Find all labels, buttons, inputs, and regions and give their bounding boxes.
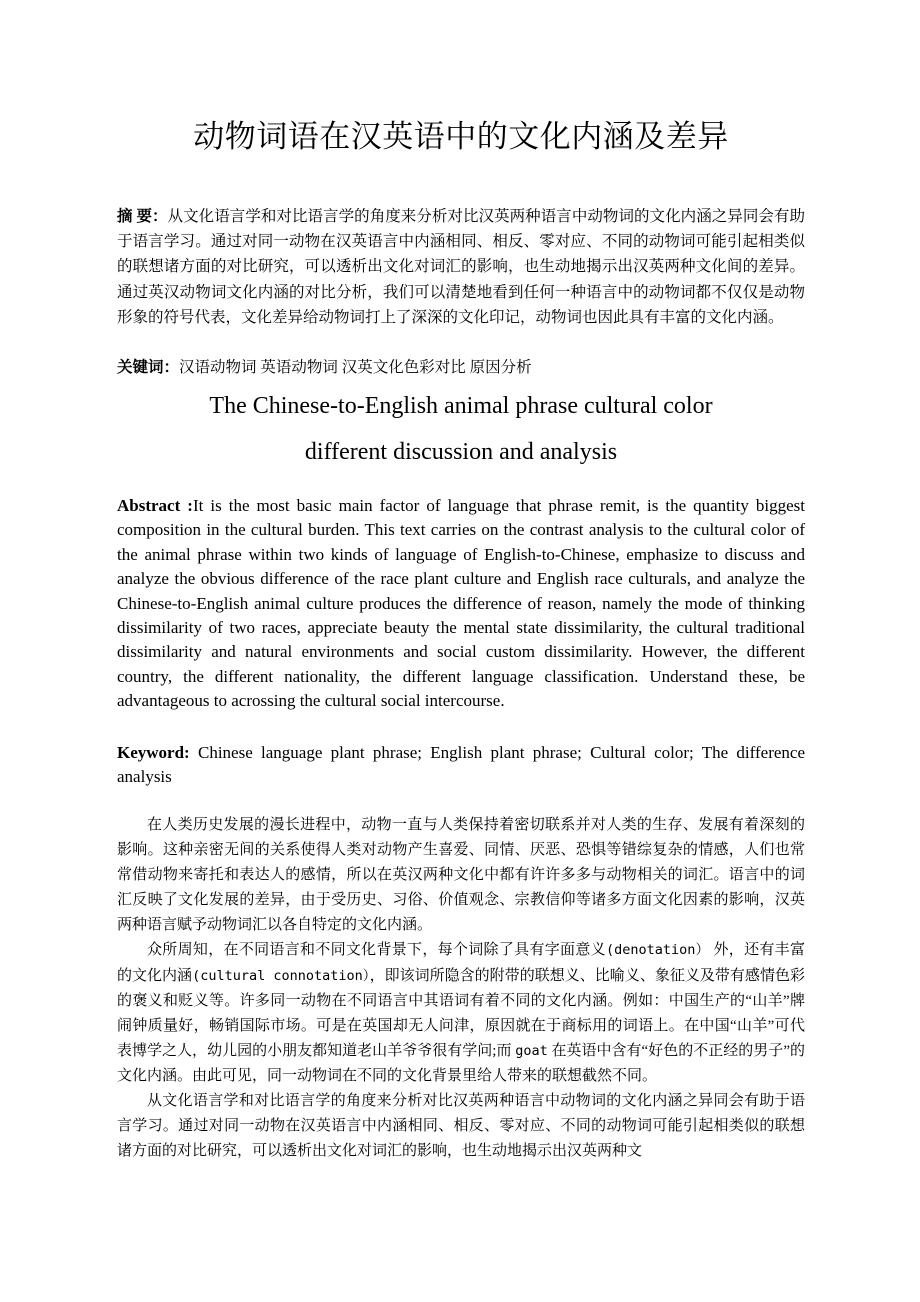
chinese-keywords-section [117, 355, 805, 380]
body-paragraph-2-text-2: 外，还有丰富的文化内涵 [117, 942, 805, 984]
chinese-abstract-text: 从文化语言学和对比语言学的角度来分析对比汉英两种语言中动物词的文化内涵之异同会有助于语言学习。通过对同一动物在汉英语言中内涵相同、相反、零对应、不同的动物词可能引起相类似的联想诸方面的对比研究，可以透析出文化对词汇的影响，也生动地揭示出汉英两种文化间的差异。通过英汉动物词文化内涵的对比分析，我们可以清楚地看到任何一种语言中的动物词都不仅仅是动物形象的符号代表，文化差异给动物词打上了深深的文化印记，动物词也因此具有丰富的文化内涵。 [117, 208, 805, 326]
body-paragraph-2-text-4: 在英语中含有“好色的不正经的男子”的文化内涵。由此可见，同一动物词在不同的文化背景里给人带来的联想截然不同。 [117, 1042, 805, 1084]
english-keywords-section [117, 741, 805, 790]
body-paragraph-3: 从文化语言学和对比语言学的角度来分析对比汉英两种语言中动物词的文化内涵之异同会有助于语言学习。通过对同一动物在汉英语言中内涵相同、相反、零对应、不同的动物词可能引起相类似的联想诸方面的对比研究，可以透析出文化对词汇的影响，也生动地揭示出汉英两种文 [117, 1093, 805, 1160]
english-abstract-paragraph [117, 494, 805, 714]
english-title-line-2: different discussion and analysis [304, 439, 618, 465]
term-denotation: (denotation） [605, 942, 710, 959]
body-paragraph-2-text-3: ，即该词所隐含的附带的联想义、比喻义、象征义及带有感情色彩的褒义和贬义等。许多同一动物在不同语言中其语词有着不同的文化内涵。例如：中国生产的“山羊”牌闹钟质量好，畅销国际市场。可是在英国却无人问津，原因就在于商标用的词语上。在中国“山羊”可代表博学之人，幼儿园的小朋友都知道老山羊爷爷很有学问;而 [117, 967, 805, 1059]
body-paragraph-2 [117, 938, 805, 1089]
chinese-keywords-text: 汉语动物词 英语动物词 汉英文化色彩对比 原因分析 [179, 359, 532, 376]
body-section [117, 813, 805, 1164]
english-keywords-text: Chinese language plant phrase; English plant phrase; Cultural color; The difference analysis [117, 743, 805, 787]
chinese-abstract-label: 摘 要： [117, 208, 168, 225]
english-title-line-1: The Chinese-to-English animal phrase cultural color [209, 393, 713, 419]
english-title [117, 383, 805, 475]
english-keywords-label: Keyword: [117, 743, 190, 762]
chinese-keywords-label: 关键词： [117, 359, 180, 376]
body-paragraph-1: 在人类历史发展的漫长进程中，动物一直与人类保持着密切联系并对人类的生存、发展有着深刻的影响。这种亲密无间的关系使得人类对动物产生喜爱、同情、厌恶、恐惧等错综复杂的情感，人们也常常借动物来寄托和表达人的感情，所以在英汉两种文化中都有许许多多与动物相关的词汇。语言中的词汇反映了文化发展的差异，由于受历史、习俗、价值观念、宗教信仰等诸多方面文化因素的影响，汉英两种语言赋予动物词汇以各自特定的文化内涵。 [117, 817, 805, 934]
body-paragraph-2-text-1: 众所周知，在不同语言和不同文化背景下，每个词除了具有字面意义 [147, 942, 606, 959]
english-abstract-section [117, 494, 805, 714]
term-goat: goat [515, 1042, 548, 1059]
term-cultural-connotation: (cultural connotation） [192, 967, 370, 984]
page-title: 动物词语在汉英语中的文化内涵及差异 [193, 119, 729, 154]
chinese-abstract-section [117, 204, 805, 330]
english-abstract-label: Abstract : [117, 496, 193, 515]
english-abstract-text: It is the most basic main factor of language that phrase remit, is the quantity biggest composition in the cultural burden. This text carries on the contrast analysis to the cultural color of the animal phrase within two kinds of language of English-to-Chinese, emphasize to discuss and analyze the obvious difference of the race plant culture and English race culturals, and analyze the Chinese-to-English animal culture produces the difference of reason, namely the mode of thinking dissimilarity of two races, appreciate beauty the mental state dissimilarity, the cultural traditional dissimilarity and natural environments and social custom dissimilarity. However, the different country, the different nationality, the different language classification. Understand these, be advantageous to acrossing the cultural social intercourse. [117, 496, 806, 711]
chinese-abstract-paragraph [117, 204, 805, 330]
